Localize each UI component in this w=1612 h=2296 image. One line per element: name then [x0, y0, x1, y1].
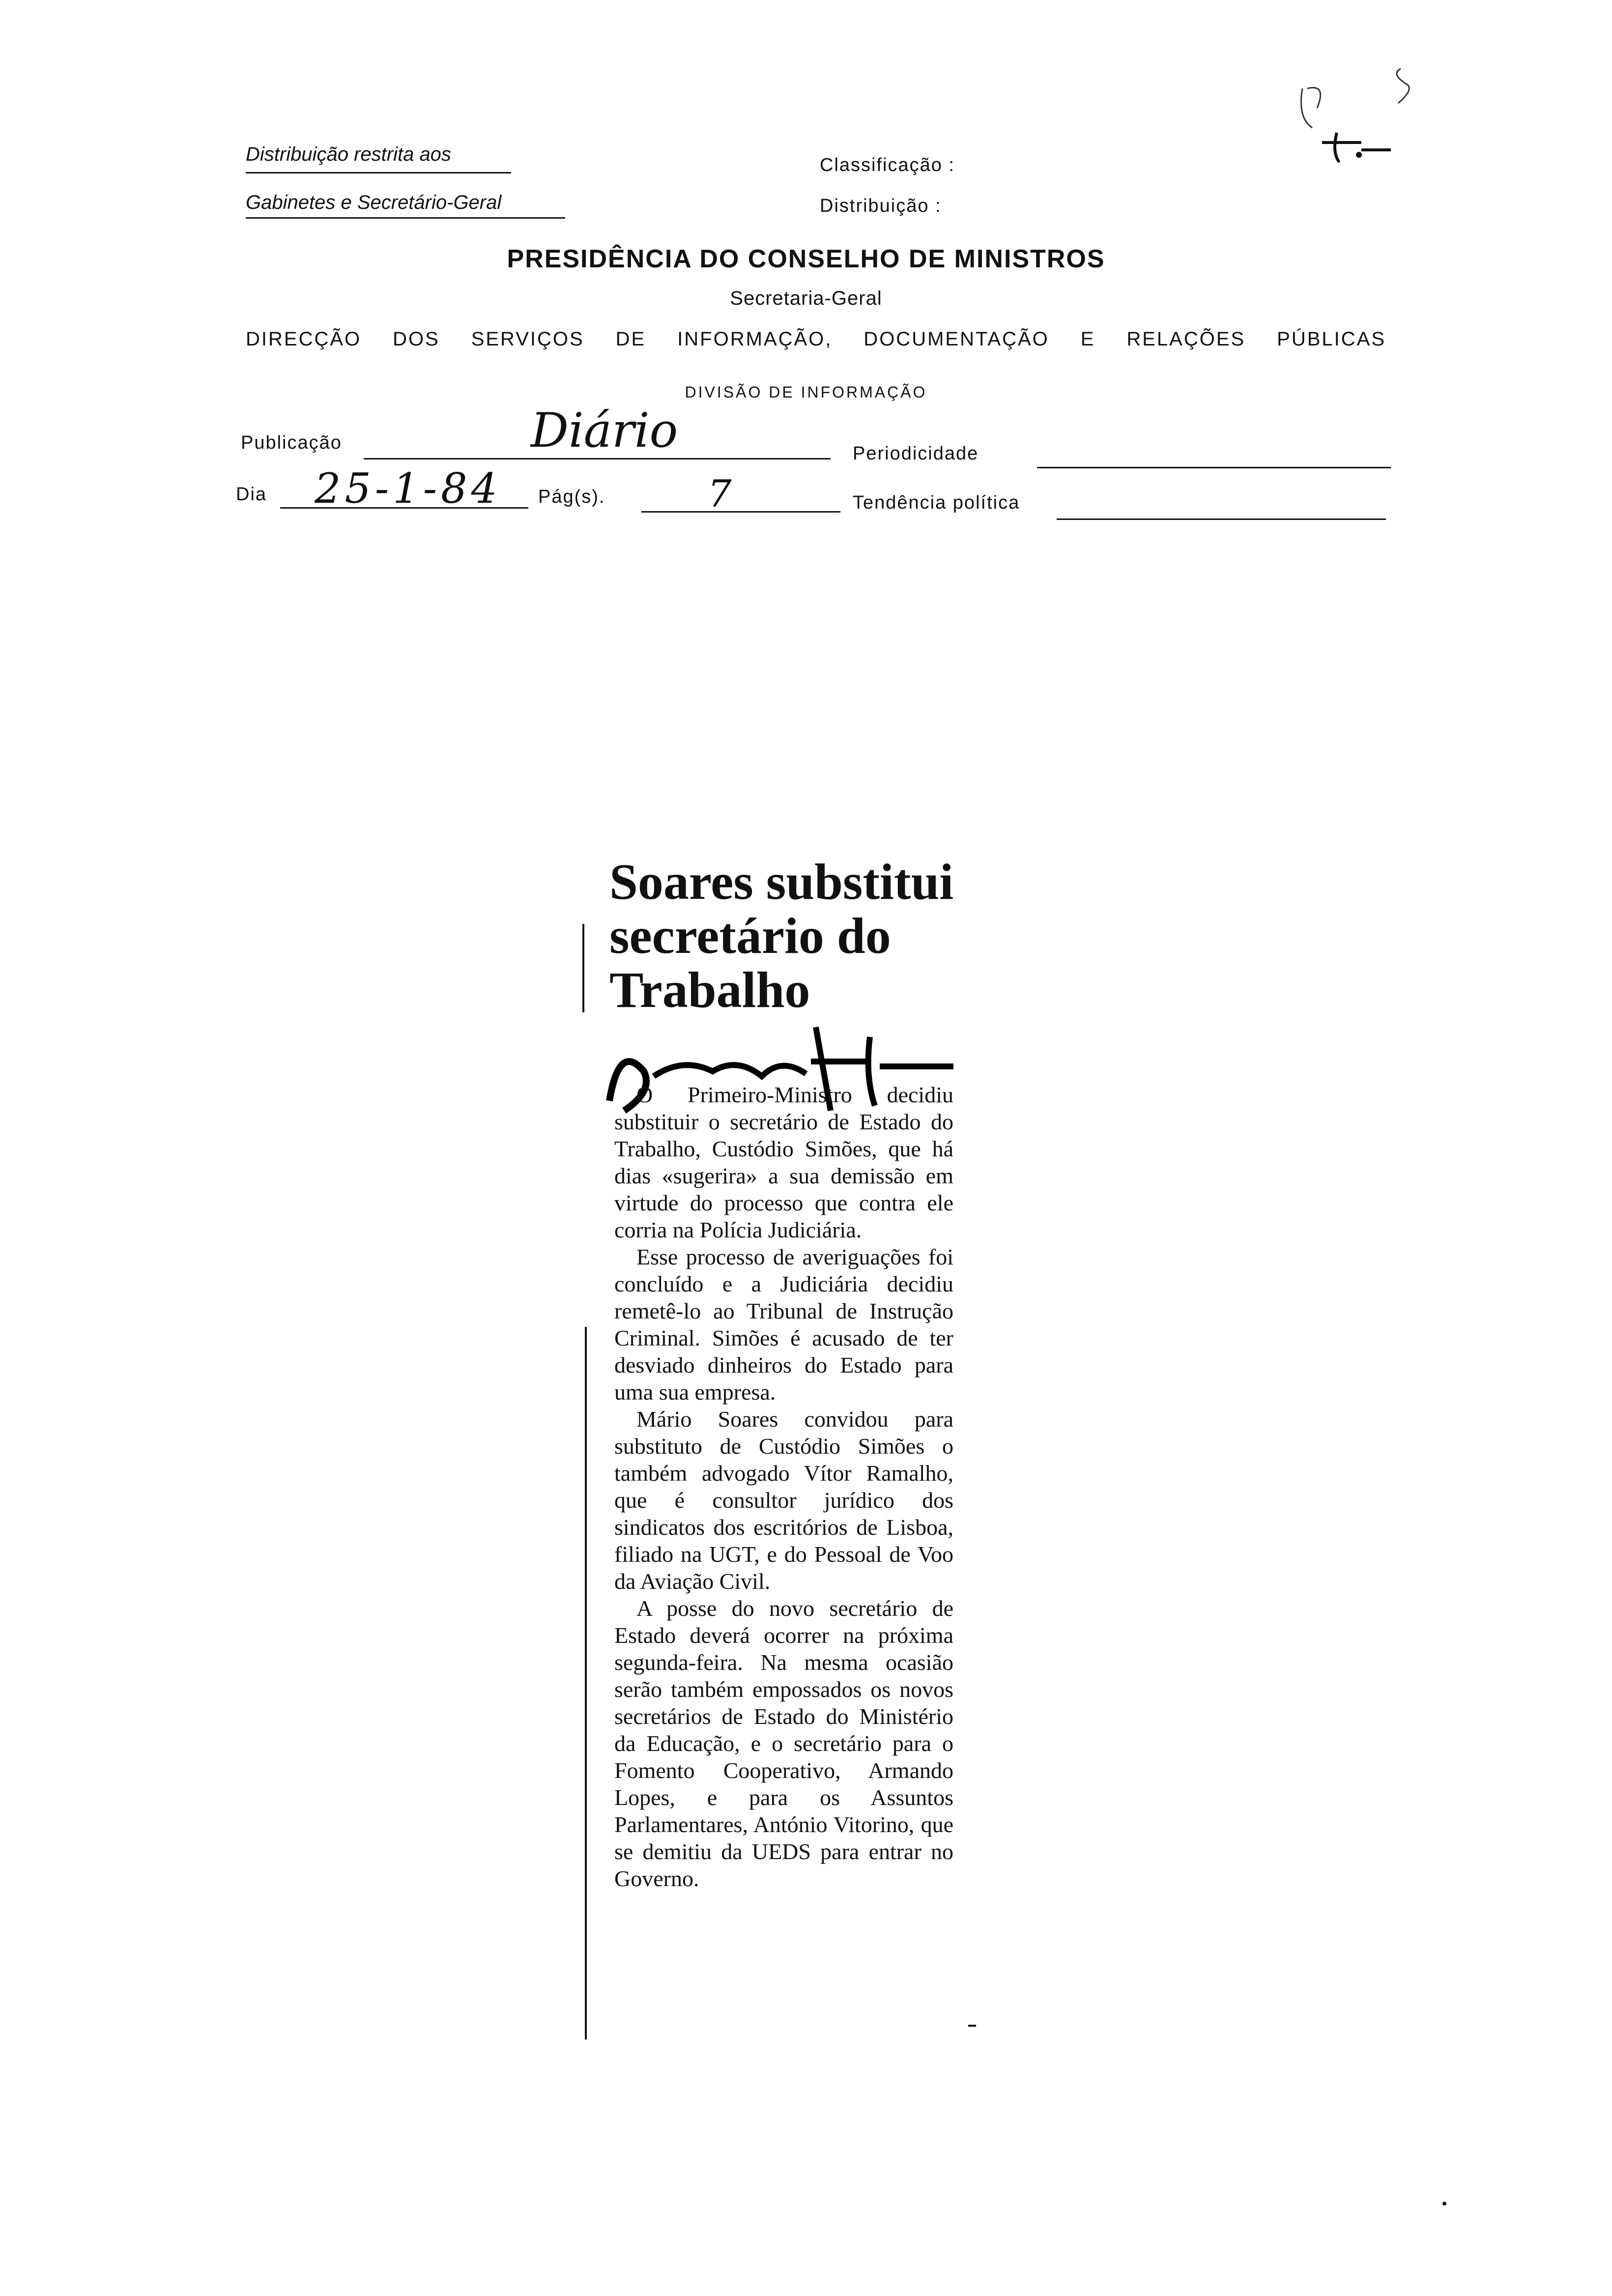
periodicity-label: Periodicidade: [853, 443, 979, 464]
article-paragraph: Esse processo de averiguações foi concluído e a Judiciária decidiu remetê-lo ao Tribunal de Instrução Criminal. Simões é acusado de ter desviado dinheiros do Estado para uma sua empresa.: [614, 1244, 953, 1405]
division-title: DIVISÃO DE INFORMAÇÃO: [685, 383, 927, 401]
political-tendency-label: Tendência política: [853, 492, 1020, 513]
speck: [1442, 2202, 1446, 2206]
publication-value: Diário: [531, 403, 678, 458]
pages-field-line: [641, 511, 840, 513]
article-headline: Soares substitui secretário do Trabalho: [609, 854, 954, 1018]
day-label: Dia: [236, 484, 267, 505]
article-body: [614, 1081, 953, 1892]
divider: [246, 172, 511, 173]
classification-label: Classificação :: [820, 155, 955, 175]
political-tendency-field-line: [1057, 518, 1386, 520]
article-paragraph: A posse do novo secretário de Estado deverá ocorrer na próxima segunda-feira. Na mesma ocasião serão também empossados os novos secretários de Estado do Ministério da Educação, e o secretário para o Fomento Cooperativo, Armando Lopes, e para os Assuntos Parlamentares, António Vitorino, que se demitiu da UEDS para entrar no Governo.: [614, 1596, 953, 1891]
article-paragraph: Mário Soares convidou para substituto de Custódio Simões o também advogado Vítor Ramalho, que é consultor jurídico dos sindicatos dos escritórios de Lisboa, filiado na UGT, e do Pessoal de Voo da Aviação Civil.: [614, 1406, 953, 1594]
day-value: 25-1-84: [315, 464, 501, 513]
divider: [246, 217, 565, 219]
cabinets-text: Gabinetes e Secretário-Geral: [246, 192, 502, 213]
publication-label: Publicação: [241, 432, 342, 453]
speck: [968, 2025, 976, 2027]
pages-label: Pág(s).: [538, 487, 605, 507]
pages-value: 7: [708, 472, 732, 516]
distribution-label: Distribuição :: [820, 196, 942, 216]
publication-field-line: [364, 458, 831, 459]
directorate-title: DIRECÇÃO DOS SERVIÇOS DE INFORMAÇÃO, DOCUMENTAÇÃO E RELAÇÕES PÚBLICAS: [246, 328, 1386, 350]
distribution-restricted-text: Distribuição restrita aos: [246, 144, 451, 165]
periodicity-field-line: [1037, 467, 1391, 468]
handwritten-mark-icon: [1278, 64, 1425, 201]
article-paragraph: O Primeiro-Ministro decidiu substituir o secretário de Estado do Trabalho, Custódio Simões, que há dias «sugerira» a sua demissão em virtude do processo que contra ele corria na Polícia Judiciária.: [614, 1082, 953, 1242]
secretariat-title: Secretaria-Geral: [730, 287, 882, 309]
clipping-edge: [585, 1327, 587, 2039]
organization-title: PRESIDÊNCIA DO CONSELHO DE MINISTROS: [507, 245, 1105, 273]
clipping-edge: [582, 924, 584, 1012]
